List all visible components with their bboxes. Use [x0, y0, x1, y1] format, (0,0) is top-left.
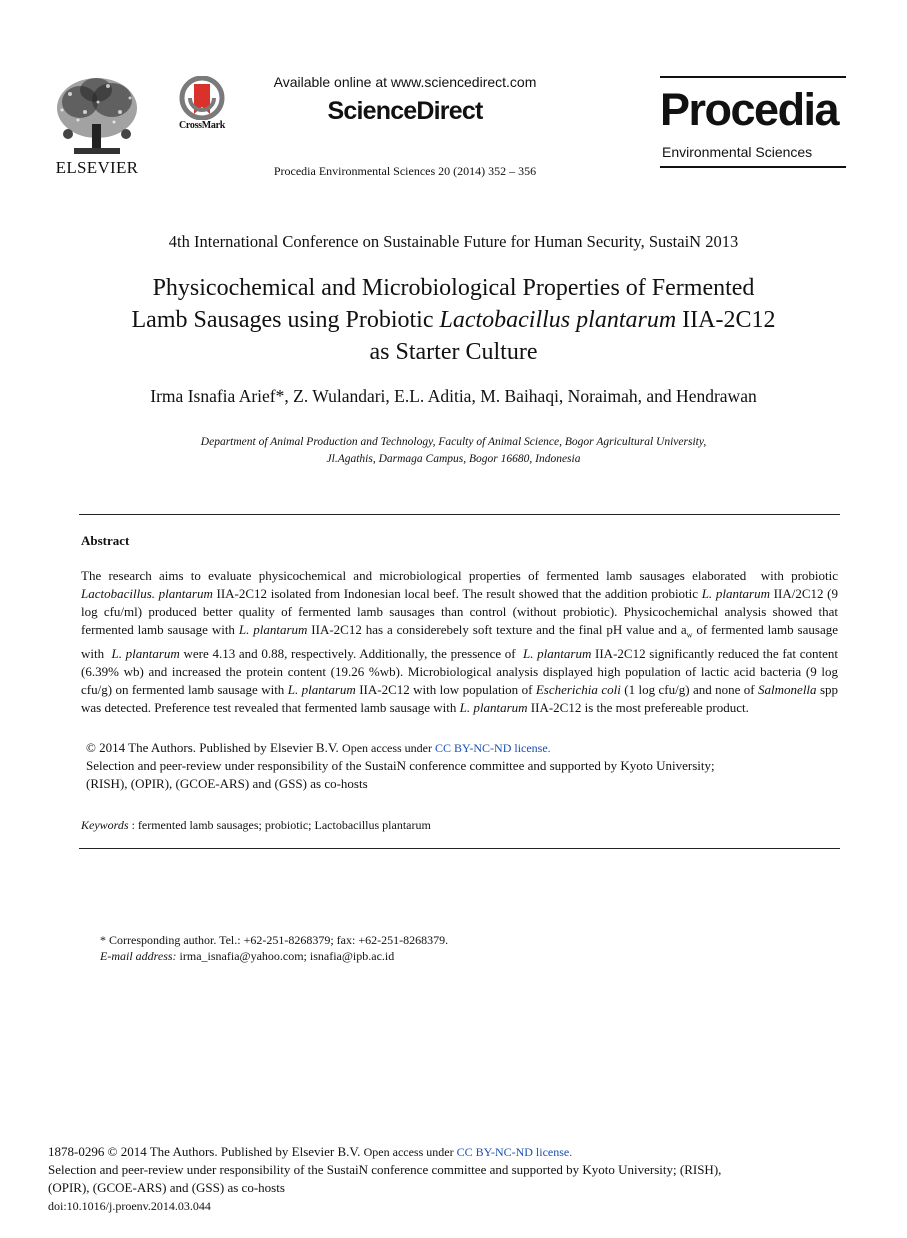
license-link[interactable]: CC BY-NC-ND license. — [435, 741, 551, 755]
title-line-2: Lamb Sausages using Probiotic Lactobacillus plantarum IIA-2C12 — [131, 307, 776, 333]
affiliation: Department of Animal Production and Technology, Faculty of Animal Science, Bogor Agricultural University, Jl.Agathis, Darmaga Campus, Bogor 16680, Indonesia — [200, 436, 707, 465]
keywords: Keywords : fermented lamb sausages; probiotic; Lactobacillus plantarum — [81, 818, 431, 832]
elsevier-wordmark: ELSEVIER — [55, 158, 139, 177]
corresponding-author: * Corresponding author. Tel.: +62-251-8268379; fax: +62-251-8268379. — [100, 933, 449, 947]
email-address[interactable]: irma_isnafia@yahoo.com; isnafia@ipb.ac.id — [176, 949, 395, 963]
keywords-text: fermented lamb sausages; probiotic; Lactobacillus plantarum — [137, 818, 431, 832]
procedia-brand: Procedia — [660, 84, 839, 135]
elsevier-logo — [50, 72, 144, 180]
copyright-block: © 2014 The Authors. Published by Elsevier B.V. Open access under CC BY-NC-ND license. Selection and peer-review under responsibility of the SustaiN conference committee and supported by Kyoto University; (RISH), (OPIR), (GCOE-ARS) and (GSS) as co-hosts — [86, 740, 715, 791]
abstract-heading: Abstract — [81, 533, 130, 548]
corresponding-footnote — [100, 932, 448, 964]
keywords-label: Keywords — [81, 818, 129, 832]
bottom-rule — [79, 848, 840, 849]
procedia-bottom-rule — [660, 166, 846, 168]
procedia-subtitle: Environmental Sciences — [662, 144, 813, 160]
footer-license-link[interactable]: CC BY-NC-ND license. — [456, 1145, 573, 1159]
paper-title — [40, 272, 867, 368]
conference-name: 4th International Conference on Sustainable Future for Human Security, SustaiN 2013 — [168, 232, 739, 251]
doi[interactable]: doi:10.1016/j.proenv.2014.03.044 — [48, 1199, 211, 1213]
available-online: Available online at www.sciencedirect.com — [273, 74, 537, 90]
title-line-1: Physicochemical and Microbiological Properties of Fermented — [152, 275, 755, 301]
top-rule — [79, 514, 840, 515]
crossmark-label: CrossMark — [178, 120, 225, 131]
title-line-3: as Starter Culture — [369, 339, 538, 365]
procedia-top-rule — [660, 76, 846, 78]
abstract-text: The research aims to evaluate physicochemical and microbiological properties of fermented lamb sausages elaborated with probiotic Lactobacillus. plantarum IIA-2C12 isolated from Indonesian local beef. The result showed that the addition probiotic L. plantarum IIA/2C12 (9 log cfu/ml) produced better quality of fermented lamb sausages than control (without probiotic). Physicochemichal analysis showed that fermented lamb sausage with L. plantarum IIA-2C12 has a considerebely soft texture and the final pH value and $a_w$ of fermented lamb sausage with L. plantarum were 4.13 and 0.88, respectively. Additionally, the pressence of L. plantarum IIA-2C12 significantly reduced the fat content (6.39% wb) and increased the protein content (19.26 %wb). Microbiological analysis displayed high population of lactic acid bacteria (9 log cfu/g) on fermented lamb sausage with L. plantarum IIA-2C12 with low population of Escherichia coli (1 log cfu/g) and none of Salmonella spp was detected. Preference test revealed that fermented lamb sausage with L. plantarum IIA-2C12 is the most prefereable product. — [81, 568, 839, 715]
title-organism: Lactobacillus plantarum — [439, 307, 677, 333]
journal-reference: Procedia Environmental Sciences 20 (2014) 352 – 356 — [273, 164, 537, 178]
page-footer: 1878-0296 © 2014 The Authors. Published by Elsevier B.V. Open access under CC BY-NC-ND license. Selection and peer-review under responsibility of the SustaiN conference committee and supported by Kyoto University; (RISH), (OPIR), (GCOE-ARS) and (GSS) as co-hosts doi:10.1016/j.proenv.2014.03.044 — [48, 1143, 868, 1215]
email-line: E-mail address: irma_isnafia@yahoo.com; isnafia@ipb.ac.id — [100, 949, 395, 963]
sciencedirect-wordmark[interactable]: ScienceDirect — [327, 97, 483, 125]
author-list: Irma Isnafia Arief*, Z. Wulandari, E.L. Aditia, M. Baihaqi, Noraimah, and Hendrawan — [150, 386, 757, 406]
procedia-logo — [660, 76, 846, 172]
elsevier-tree-icon — [50, 72, 144, 160]
